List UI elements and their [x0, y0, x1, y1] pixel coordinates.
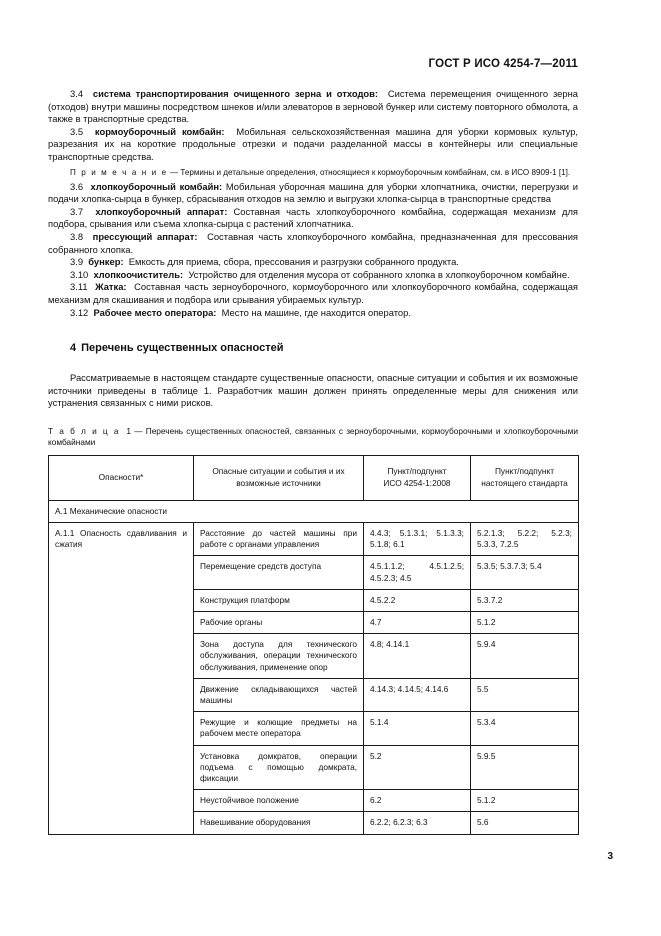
definition-text: Устройство для отделения мусора от собранного хлопка в хлопкоуборочном комбайне.	[188, 268, 570, 280]
std-ref-cell: 5.3.7.2	[471, 589, 579, 611]
definition-term: Жатка:	[95, 281, 127, 293]
situation-cell: Конструкция платформ	[194, 589, 364, 611]
std-ref-cell: 5.2.1.3; 5.2.2; 5.2.3; 5.3.3, 7.2.5	[471, 522, 579, 555]
situation-cell: Движение складывающихся частей машины	[194, 678, 364, 711]
definition-3-5	[48, 126, 578, 164]
definition-text: Составная часть зерноуборочного, кормоуборочного или хлопкоуборочного комбайна, содержащая механизм для скашивания и подбора или срывания убираемых культур.	[48, 281, 578, 305]
definition-text: Составная часть хлопкоуборочного комбайна, предназначенная для прессования собранного хлопка.	[48, 230, 579, 255]
table-row	[49, 522, 579, 555]
table-caption-number: 1	[126, 425, 132, 436]
note-label: П р и м е ч а н и е	[70, 167, 168, 177]
std-ref-cell: 5.1.2	[471, 611, 579, 633]
iso-ref-cell: 4.8; 4.14.1	[364, 634, 471, 679]
definition-text: Мобильная уборочная машина для уборки хлопчатника, очистки, перегрузки и подачи хлопка-сырца в бункер, сбрасывания отходов на землю и выгрузки хлопка-сырца в транспортные средства	[48, 180, 578, 205]
column-header-line: Пункт/подпункт	[387, 466, 447, 477]
iso-ref-cell: 4.5.2.2	[364, 589, 471, 611]
definition-3-9	[48, 256, 578, 269]
definition-3-4	[48, 88, 578, 126]
definition-number: 3.6	[70, 180, 84, 192]
table-caption-word: Т а б л и ц а	[48, 425, 120, 436]
definition-3-12	[48, 307, 578, 320]
definition-text: Система перемещения очищенного зерна (отходов) внутри машины посредством шнеков и/или элеваторов в зерновой бункер или систему повторного обмолота, а также в транспортные средства.	[48, 88, 578, 125]
definition-text: Мобильная сельскохозяйственная машина для уборки кормовых культур, разрезания их на короткие продольные отрезки и подачи разделанной массы в контейнеры или специальные транспортные средства.	[48, 125, 579, 162]
column-header-line: возможные источники	[236, 477, 321, 488]
definition-number: 3.5	[70, 125, 84, 137]
column-header-line: Опасности*	[98, 471, 144, 482]
note-block	[48, 167, 578, 178]
section-heading-4	[48, 341, 578, 356]
section-4-lead-paragraph: Рассматриваемые в настоящем стандарте существенные опасности, опасные ситуации и события и их возможные источники приведены в таблице 1. Разработчик машин должен принять определенные меры для снижения или устранения связанных с ними рисков.	[48, 372, 578, 409]
section-number: 4	[70, 342, 77, 355]
table-header-row	[49, 455, 579, 500]
table-caption	[48, 426, 578, 449]
iso-ref-cell: 5.1.4	[364, 712, 471, 745]
situation-cell: Расстояние до частей машины при работе с органами управления	[194, 522, 364, 555]
column-header-hazards	[49, 455, 194, 500]
page-number: 3	[607, 851, 613, 862]
table-caption-dash: —	[134, 425, 143, 436]
column-header-iso-ref	[364, 455, 471, 500]
iso-ref-cell: 4.5.1.1.2; 4.5.1.2.5; 4.5.2.3; 4.5	[364, 556, 471, 589]
definition-text: Емкость для приема, сбора, прессования и разгрузки собранного продукта.	[128, 256, 459, 268]
running-header: ГОСТ Р ИСО 4254-7—2011	[428, 58, 578, 70]
hazards-table	[48, 455, 579, 835]
table-caption-text: Перечень существенных опасностей, связанных с зерноуборочными, кормоуборочными и хлопкоуборочными комбайнами	[48, 425, 578, 448]
std-ref-cell: 5.9.4	[471, 634, 579, 679]
definition-term: хлопкоуборочный комбайн:	[90, 180, 223, 192]
iso-ref-cell: 4.4.3; 5.1.3.1; 5.1.3.3; 5.1.8; 6.1	[364, 522, 471, 555]
definition-number: 3.7	[70, 205, 84, 217]
definition-3-6	[48, 181, 578, 206]
situation-cell: Рабочие органы	[194, 611, 364, 633]
definition-3-10	[48, 269, 578, 282]
definition-term: хлопкоочиститель:	[93, 268, 184, 280]
column-header-line: Опасные ситуации и события и их	[212, 466, 345, 477]
std-ref-cell: 5.1.2	[471, 790, 579, 812]
definition-number: 3.8	[70, 230, 84, 242]
definition-3-11	[48, 281, 578, 306]
table-section-row	[49, 500, 579, 522]
definition-number: 3.12	[70, 306, 89, 318]
note-text: Термины и детальные определения, относящиеся к кормоуборочным комбайнам, см. в ИСО 8909-1 [1].	[180, 167, 571, 177]
column-header-situations	[194, 455, 364, 500]
hazards-table-wrapper	[48, 455, 578, 828]
section-title: Перечень существенных опасностей	[81, 342, 284, 355]
definition-3-7	[48, 206, 578, 231]
definition-number: 3.11	[70, 281, 88, 293]
situation-cell: Перемещение средств доступа	[194, 556, 364, 589]
definition-term: кормоуборочный комбайн:	[94, 125, 225, 137]
definition-term: система транспортирования очищенного зерна и отходов:	[92, 88, 379, 99]
definition-number: 3.9	[70, 256, 84, 268]
column-header-standard-ref	[471, 455, 579, 500]
hazard-group-label: А.1.1 Опасность сдавливания и сжатия	[49, 522, 194, 834]
table-section-label: А.1 Механические опасности	[49, 500, 579, 522]
column-header-line: Пункт/подпункт	[494, 466, 555, 477]
column-header-line: ИСО 4254-1:2008	[383, 477, 451, 488]
std-ref-cell: 5.5	[471, 678, 579, 711]
iso-ref-cell: 4.14.3; 4.14.5; 4.14.6	[364, 678, 471, 711]
page-content	[48, 88, 579, 828]
definition-term: Рабочее место оператора:	[93, 306, 217, 318]
column-header-line: настоящего стандарта	[481, 477, 568, 488]
definition-term: бункер:	[88, 256, 124, 268]
note-dash: —	[170, 167, 179, 177]
iso-ref-cell: 6.2.2; 6.2.3; 6.3	[364, 812, 471, 834]
std-ref-cell: 5.3.4	[471, 712, 579, 745]
std-ref-cell: 5.9.5	[471, 745, 579, 790]
definition-text: Место на машине, где находится оператор.	[221, 306, 411, 318]
definition-number: 3.4	[70, 88, 84, 99]
situation-cell: Навешивание оборудования	[194, 812, 364, 834]
definition-term: хлопкоуборочный аппарат:	[95, 205, 228, 217]
situation-cell: Режущие и колющие предметы на рабочем месте оператора	[194, 712, 364, 745]
std-ref-cell: 5.3.5; 5.3.7.3; 5.4	[471, 556, 579, 589]
definition-text: Составная часть хлопкоуборочного комбайна, содержащая механизм для подбора, срывания или съема хлопка-сырца с растений хлопчатника.	[48, 205, 578, 230]
std-ref-cell: 5.6	[471, 812, 579, 834]
iso-ref-cell: 5.2	[364, 745, 471, 790]
iso-ref-cell: 4.7	[364, 611, 471, 633]
situation-cell: Зона доступа для технического обслуживания, операции технического обслуживания, применение опор	[194, 634, 364, 679]
iso-ref-cell: 6.2	[364, 790, 471, 812]
situation-cell: Установка домкратов, операции подъема с помощью домкрата, фиксации	[194, 745, 364, 790]
definition-number: 3.10	[70, 268, 89, 280]
definition-term: прессующий аппарат:	[92, 230, 198, 242]
definition-3-8	[48, 231, 578, 256]
situation-cell: Неустойчивое положение	[194, 790, 364, 812]
